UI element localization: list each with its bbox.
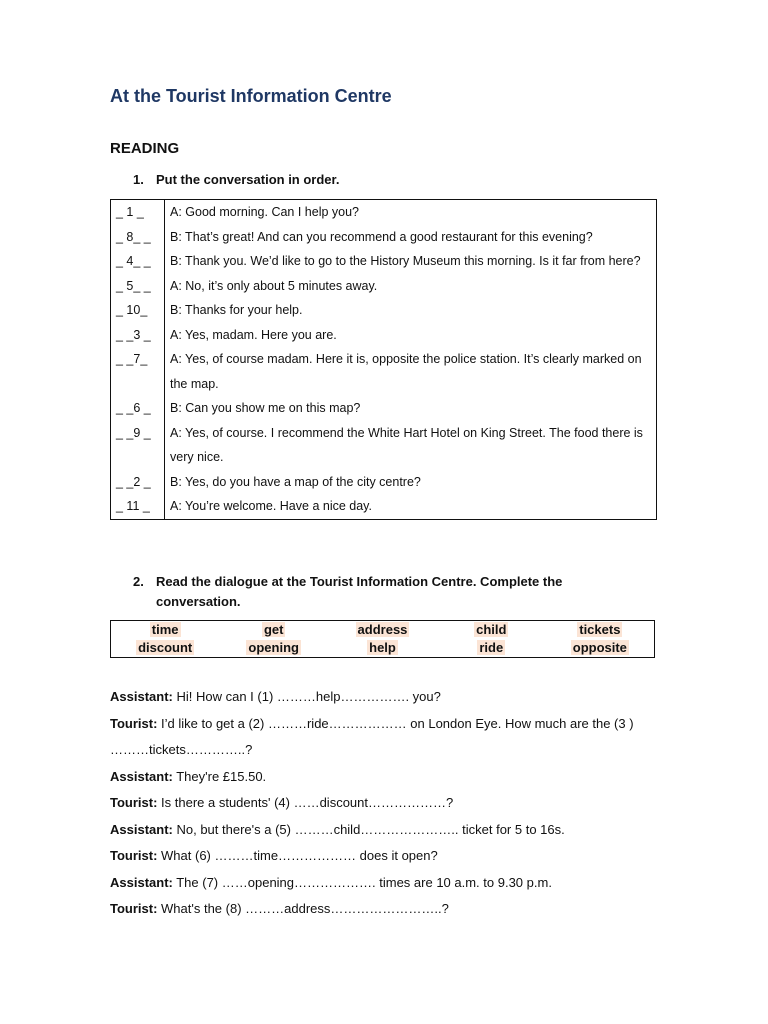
conversation-line: A: You’re welcome. Have a nice day. bbox=[170, 499, 372, 513]
word-cell bbox=[328, 639, 437, 658]
speaker: Tourist: bbox=[110, 901, 158, 916]
word-box bbox=[110, 620, 655, 658]
task-number: 2. bbox=[133, 574, 144, 589]
word-cell bbox=[437, 639, 546, 658]
order-number: _ _6 _ bbox=[111, 396, 165, 421]
dialogue-text: Hi! How can I (1) ………help……………. you? bbox=[172, 689, 441, 704]
conversation-line: B: Thanks for your help. bbox=[170, 303, 303, 317]
order-number: _ 1 _ bbox=[111, 200, 165, 225]
word-cell bbox=[111, 621, 220, 640]
speaker: Assistant: bbox=[110, 821, 173, 837]
word-row bbox=[111, 639, 655, 658]
order-number: _ _9 _ bbox=[111, 421, 165, 470]
order-number: _ _3 _ bbox=[111, 323, 165, 348]
word: ride bbox=[479, 640, 504, 655]
dialogue-line bbox=[110, 790, 670, 817]
task-text: Put the conversation in order. bbox=[156, 172, 340, 187]
word-row bbox=[111, 621, 655, 640]
conversation-line: A: Good morning. Can I help you? bbox=[170, 205, 360, 219]
dialogue-line bbox=[110, 764, 670, 791]
task-number: 1. bbox=[133, 172, 144, 187]
word: child bbox=[476, 622, 507, 637]
order-number: _ 10_ bbox=[111, 298, 165, 323]
conversation-line: A: Yes, madam. Here you are. bbox=[170, 327, 337, 342]
word-cell bbox=[328, 621, 437, 640]
dialogue bbox=[110, 684, 670, 923]
dialogue-text: What (6) ………time……………… does it open? bbox=[157, 848, 438, 863]
table-row bbox=[111, 470, 657, 495]
task-text: Read the dialogue at the Tourist Information Centre. Complete the conversation. bbox=[156, 574, 563, 609]
dialogue-text: What's the (8) ………address……………………..? bbox=[157, 901, 449, 916]
word-cell bbox=[219, 621, 328, 640]
table-row bbox=[111, 396, 657, 421]
conversation-line: A: No, it’s only about 5 minutes away. bbox=[170, 278, 378, 293]
task-1-instruction bbox=[133, 170, 653, 190]
word: help bbox=[369, 640, 396, 655]
speaker: Tourist: bbox=[110, 848, 158, 863]
table-row bbox=[111, 323, 657, 348]
dialogue-text: They're £15.50. bbox=[172, 768, 267, 784]
conversation-order-table bbox=[110, 199, 657, 520]
dialogue-line bbox=[110, 870, 670, 897]
dialogue-text: No, but there's a (5) ………child………………….. ticket for 5 to 16s. bbox=[172, 821, 565, 837]
dialogue-line bbox=[110, 843, 670, 870]
page-title: At the Tourist Information Centre bbox=[110, 86, 392, 106]
dialogue-line bbox=[110, 684, 670, 711]
order-number: _ 11 _ bbox=[111, 494, 165, 519]
order-number: _ _2 _ bbox=[111, 470, 165, 495]
speaker: Assistant: bbox=[110, 874, 173, 890]
dialogue-line bbox=[110, 896, 670, 923]
word: tickets bbox=[579, 622, 621, 637]
table-row bbox=[111, 225, 657, 250]
dialogue-text: I’d like to get a (2) ………ride……………… on London Eye. How much are the (3 ) ………tickets…………..? bbox=[110, 715, 634, 757]
speaker: Assistant: bbox=[110, 689, 173, 704]
word-cell bbox=[437, 621, 546, 640]
table-row bbox=[111, 347, 657, 396]
speaker: Assistant: bbox=[110, 768, 173, 784]
task-2-instruction bbox=[133, 572, 613, 612]
dialogue-line bbox=[110, 711, 670, 764]
table-row bbox=[111, 298, 657, 323]
table-row bbox=[111, 494, 657, 519]
conversation-line: B: Yes, do you have a map of the city centre? bbox=[170, 474, 421, 489]
order-number: _ 8_ _ bbox=[111, 225, 165, 250]
order-number: _ _7_ bbox=[111, 347, 165, 396]
word: get bbox=[263, 622, 284, 637]
word-cell bbox=[546, 639, 655, 658]
word-cell bbox=[219, 639, 328, 658]
section-heading: READING bbox=[110, 140, 180, 157]
word: opposite bbox=[572, 640, 627, 655]
conversation-line: A: Yes, of course madam. Here it is, opposite the police station. It’s clearly marked on the map. bbox=[170, 352, 642, 391]
table-row bbox=[111, 421, 657, 470]
word: discount bbox=[138, 640, 193, 655]
table-row bbox=[111, 200, 657, 225]
conversation-line: B: Can you show me on this map? bbox=[170, 401, 361, 415]
word-cell bbox=[111, 639, 220, 658]
conversation-line: B: Thank you. We’d like to go to the History Museum this morning. Is it far from here? bbox=[170, 254, 641, 268]
conversation-line: B: That’s great! And can you recommend a good restaurant for this evening? bbox=[170, 229, 593, 244]
word: time bbox=[151, 622, 179, 637]
speaker: Tourist: bbox=[110, 795, 158, 810]
conversation-line: A: Yes, of course. I recommend the White Hart Hotel on King Street. The food there is very nice. bbox=[170, 425, 643, 464]
order-number: _ 4_ _ bbox=[111, 249, 165, 274]
word-cell bbox=[546, 621, 655, 640]
dialogue-line bbox=[110, 817, 670, 844]
table-row bbox=[111, 249, 657, 274]
table-row bbox=[111, 274, 657, 299]
word: opening bbox=[248, 640, 299, 655]
dialogue-text: Is there a students' (4) ……discount………………? bbox=[157, 795, 454, 810]
dialogue-text: The (7) ……opening………………. times are 10 a.m. to 9.30 p.m. bbox=[172, 874, 552, 890]
speaker: Tourist: bbox=[110, 715, 158, 731]
order-number: _ 5_ _ bbox=[111, 274, 165, 299]
word: address bbox=[357, 622, 408, 637]
